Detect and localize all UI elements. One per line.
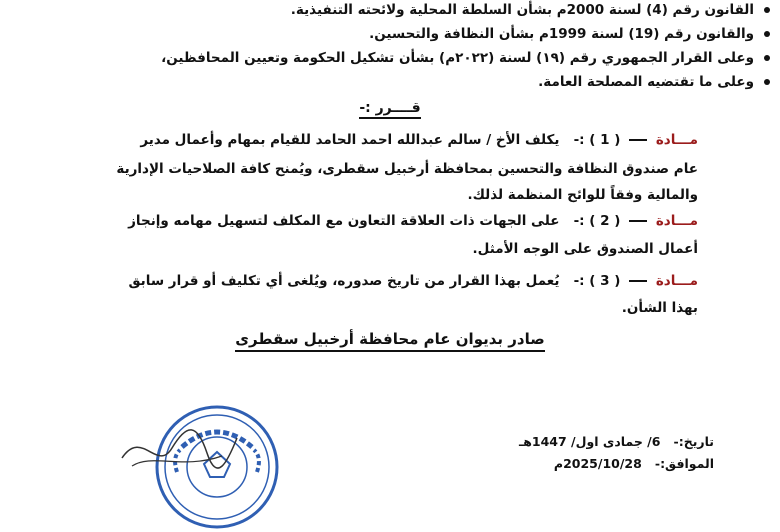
hijri-date	[519, 434, 714, 449]
article-number: ( 2 ) :-	[573, 213, 621, 229]
preamble-line: القانون رقم (4) لسنة 2000م بشأن السلطة المحلية ولائحته التنفيذية.	[290, 2, 754, 18]
hijri-date-value: 6/ جمادى اول/ 1447هـ	[518, 434, 661, 449]
article-text: عام صندوق النظافة والتحسين بمحافظة أرخبيل سقطرى، ويُمنح كافة الصلاحيات الإدارية	[116, 161, 698, 177]
article-number: ( 1 ) :-	[573, 132, 621, 148]
article-dash	[629, 139, 647, 141]
article-label: مـــادة	[655, 132, 698, 148]
bullet-icon	[764, 55, 770, 61]
article-dash	[629, 220, 647, 222]
article-text: على الجهات ذات العلاقة التعاون مع المكلف لتسهيل مهامه وإنجاز	[128, 213, 560, 229]
article-text: بهذا الشأن.	[621, 300, 698, 316]
decision-heading-text: قــــرر :-	[359, 100, 420, 119]
bullet-icon	[764, 7, 770, 13]
gregorian-date-label: الموافق:-	[654, 456, 714, 471]
article-number: ( 3 ) :-	[573, 273, 621, 289]
decision-heading	[0, 100, 780, 116]
preamble-line: وعلى ما تقتضيه المصلحة العامة.	[538, 74, 754, 90]
article-text: أعمال الصندوق على الوجه الأمثل.	[472, 241, 698, 257]
preamble-line: والقانون رقم (19) لسنة 1999م بشأن النظافة والتحسين.	[369, 26, 754, 42]
bullet-icon	[764, 79, 770, 85]
article-dash	[629, 280, 647, 282]
article-label: مـــادة	[655, 213, 698, 229]
article-text: يكلف الأخ / سالم عبدالله احمد الحامد للقيام بمهام وأعمال مدير	[140, 132, 560, 148]
bullet-icon	[764, 31, 770, 37]
article-text: يُعمل بهذا القرار من تاريخ صدوره، ويُلغى أي تكليف أو قرار سابق	[128, 273, 560, 289]
issued-at	[0, 330, 780, 348]
gregorian-date	[554, 456, 714, 471]
signature-icon	[112, 418, 242, 478]
issued-at-text: صادر بديوان عام محافظة أرخبيل سقطرى	[235, 330, 544, 352]
article-label: مـــادة	[655, 273, 698, 289]
preamble-line: وعلى القرار الجمهوري رقم (١٩) لسنة (٢٠٢٢م) بشأن تشكيل الحكومة وتعيين المحافظين،	[161, 50, 754, 66]
article-text: والمالية وفقاً للوائح المنظمة لذلك.	[467, 187, 698, 203]
hijri-date-label: تاريخ:-	[673, 434, 714, 449]
gregorian-date-value: 2025/10/28م	[553, 456, 642, 471]
